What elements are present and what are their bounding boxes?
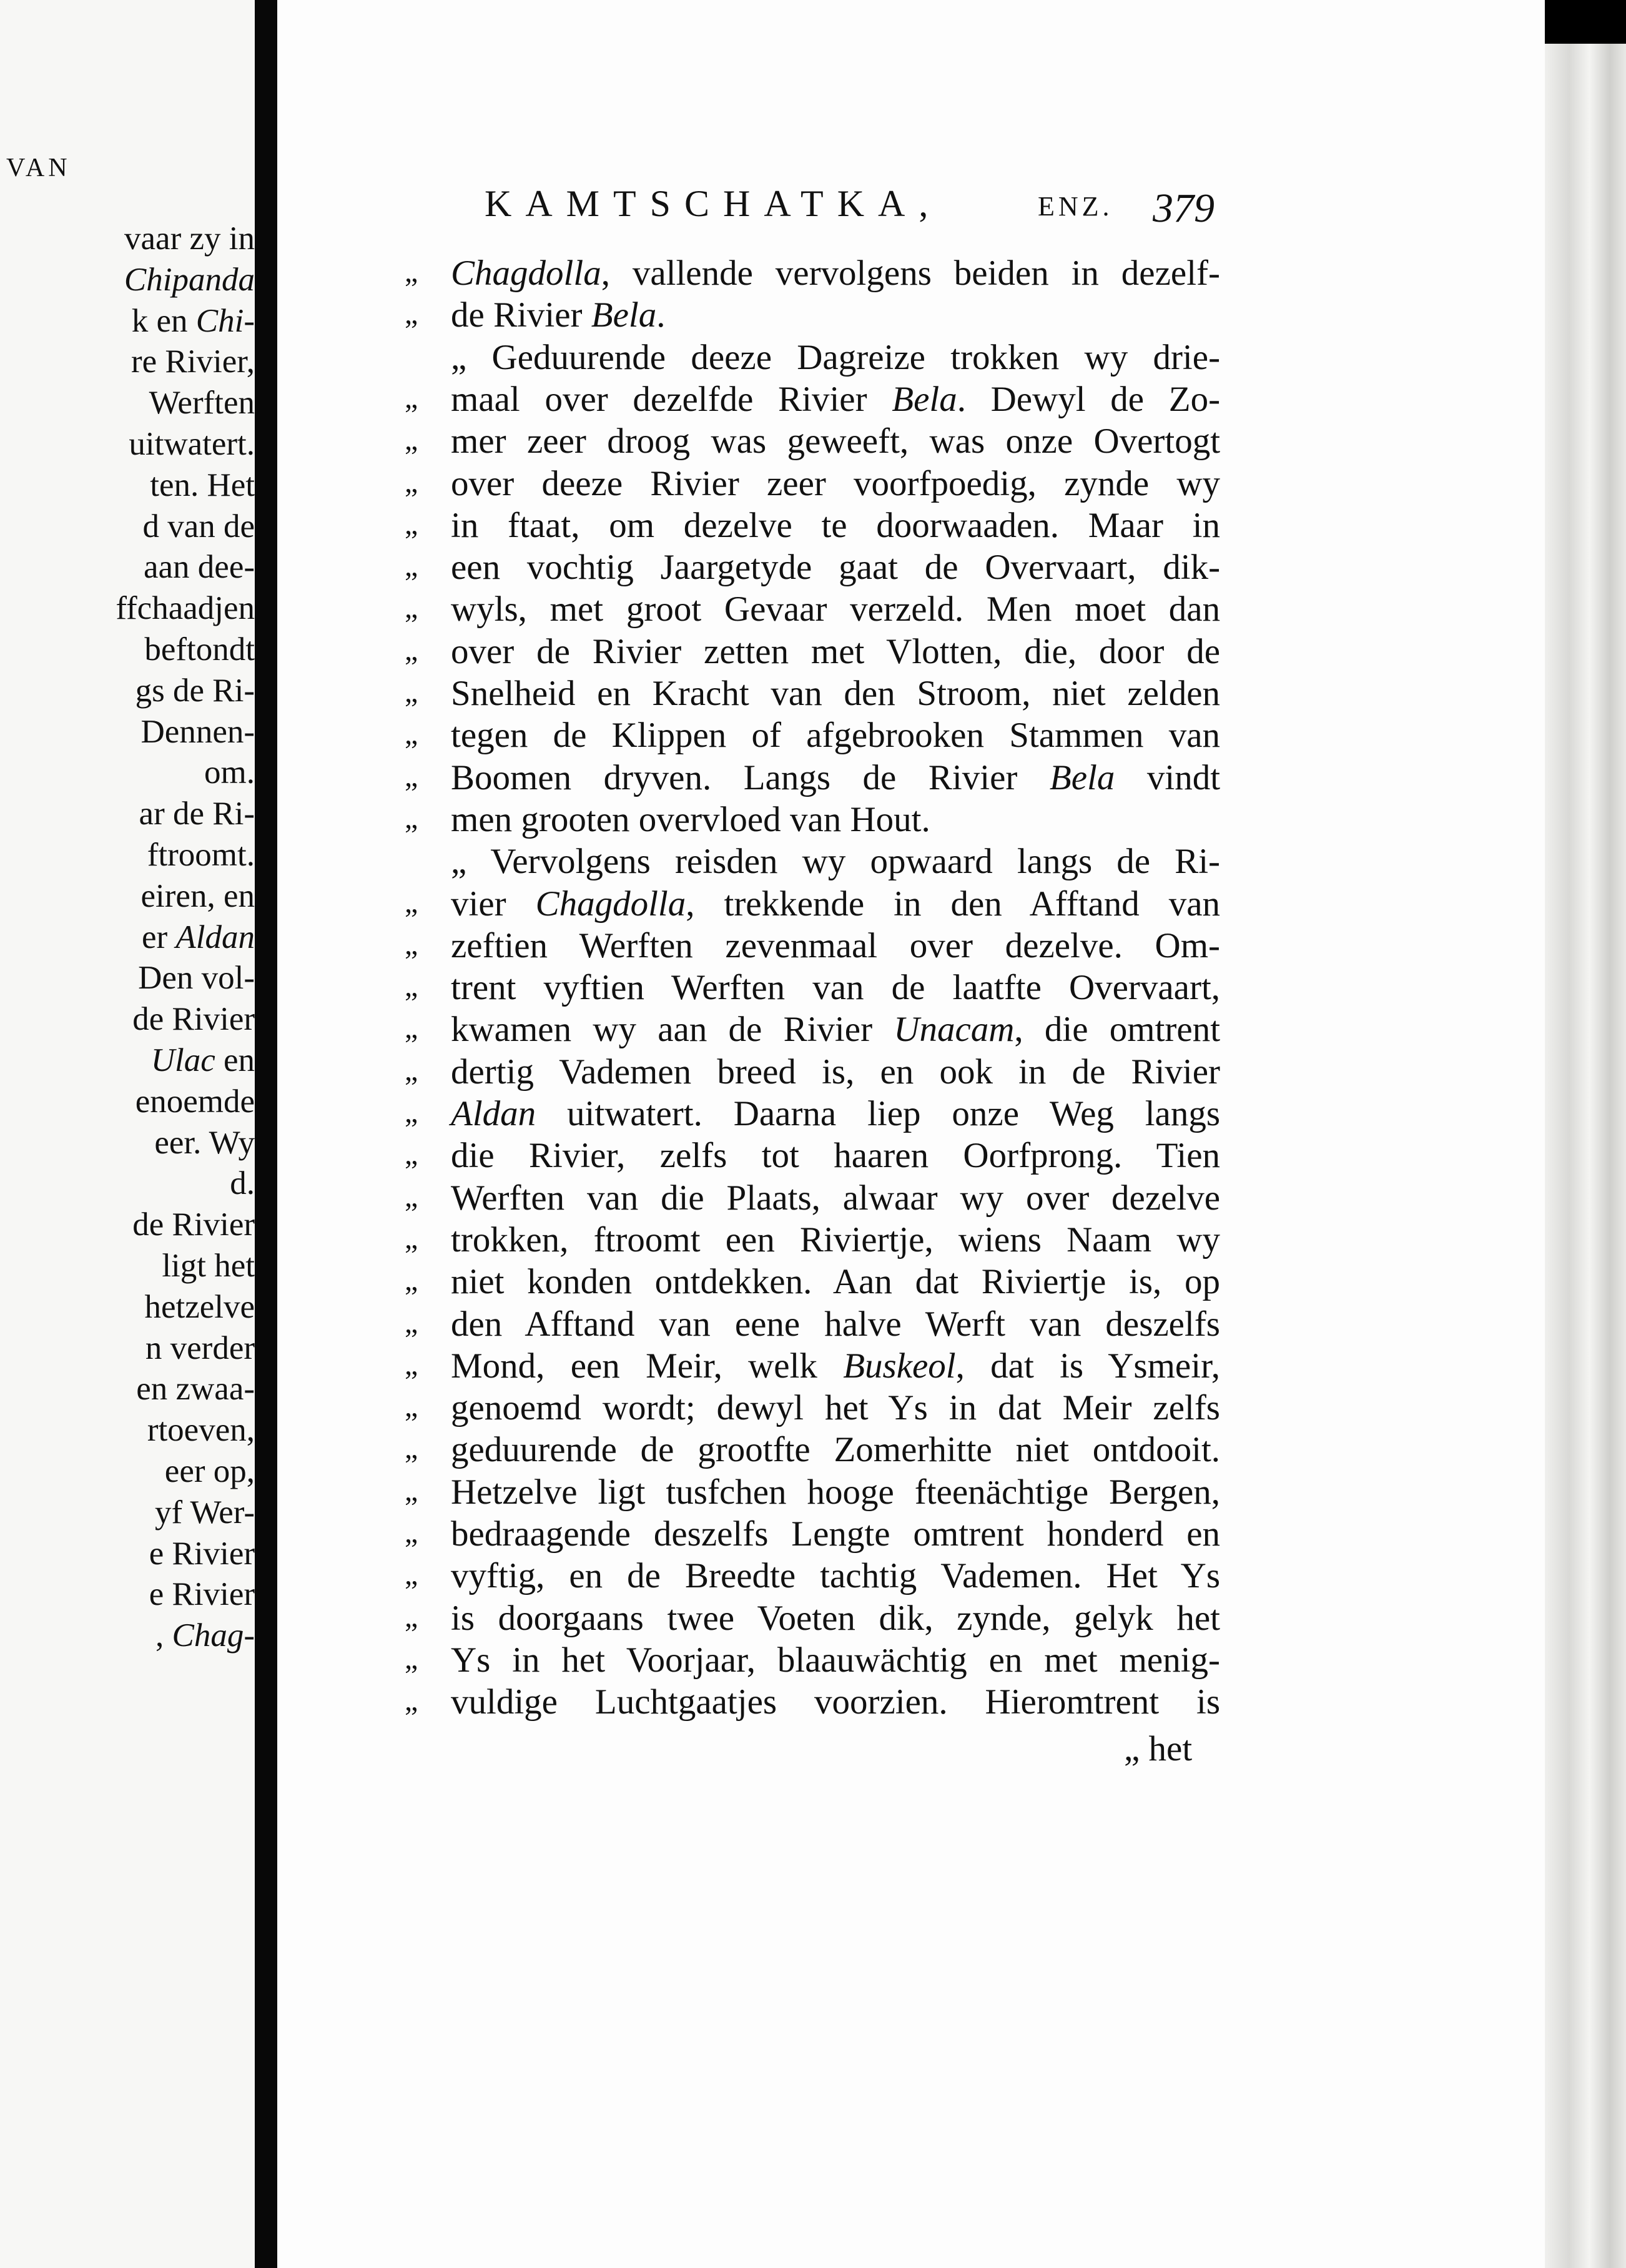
body-text-line: niet konden ontdekken. Aan dat Riviertje is, op <box>451 1262 1220 1302</box>
left-text-line: , Chag- <box>155 1617 255 1654</box>
body-text-line: vyftig, en de Breedte tachtig Vademen. Het Ys <box>451 1556 1221 1596</box>
body-text-line: die Rivier, zelfs tot haaren Oorfprong. Tien <box>451 1136 1221 1176</box>
left-text-line: hetzelve <box>144 1288 255 1325</box>
quote-mark: „ <box>405 717 418 751</box>
quote-mark: „ <box>405 1138 418 1171</box>
quote-mark: „ <box>405 1516 418 1549</box>
left-text-line: gs de Ri- <box>135 672 255 709</box>
left-text-line: Werften <box>149 385 255 422</box>
body-text-line: Werften van die Plaats, alwaar wy over dezelve <box>451 1178 1221 1218</box>
left-text-line: rtoeven, <box>147 1412 255 1449</box>
left-text-line: uitwatert. <box>129 426 255 462</box>
left-text-line: Ulac en <box>150 1042 255 1078</box>
left-text-line: vaar zy in <box>124 220 255 257</box>
body-text-line: vuldige Luchtgaatjes voorzien. Hieromtrent is <box>451 1682 1221 1722</box>
body-text-line: Snelheid en Kracht van den Stroom, niet zelden <box>451 674 1221 713</box>
quote-mark: „ <box>405 1221 418 1255</box>
quote-mark: „ <box>405 633 418 667</box>
left-text-line: d. <box>230 1165 255 1202</box>
body-text-line: in ftaat, om dezelve te doorwaaden. Maar in <box>451 505 1220 545</box>
running-head: KAMTSCHATKA, <box>485 183 942 224</box>
left-text-line: ten. Het <box>150 466 255 503</box>
body-text-line: wyls, met groot Gevaar verzeld. Men moet dan <box>451 589 1221 629</box>
quote-mark: „ <box>405 1306 418 1339</box>
left-text-line: ffchaadjen <box>116 590 255 627</box>
left-text-line: d van de <box>142 508 255 545</box>
left-text-line: Dennen- <box>140 713 255 750</box>
left-text-line: eer. Wy <box>154 1124 255 1161</box>
quote-mark: „ <box>405 676 418 709</box>
quote-mark: „ <box>405 1642 418 1675</box>
quote-mark: „ <box>405 1600 418 1634</box>
quote-mark: „ <box>405 591 418 625</box>
left-text-line: en zwaa- <box>136 1371 255 1408</box>
left-text-line: er Aldan <box>141 919 255 955</box>
quote-mark: „ <box>405 255 418 288</box>
left-text-line: n verder <box>145 1329 255 1366</box>
body-text-line: Hetzelve ligt tusfchen hooge fteenächtige Bergen, <box>451 1472 1220 1512</box>
body-text-line: over deeze Rivier zeer voorfpoedig, zynde wy <box>451 463 1221 503</box>
body-text-line: vier Chagdolla, trekkende in den Afftand van <box>451 884 1221 924</box>
body-text-line: kwamen wy aan de Rivier Unacam, die omtrent <box>451 1010 1221 1050</box>
body-text-line: Boomen dryven. Langs de Rivier Bela vindt <box>451 757 1221 797</box>
body-text-line: genoemd wordt; dewyl het Ys in dat Meir zelfs <box>451 1388 1220 1428</box>
quote-mark: „ <box>405 1684 418 1718</box>
body-text-line: den Afftand van eene halve Werft van deszelfs <box>451 1304 1220 1344</box>
quote-mark: „ <box>405 1180 418 1213</box>
body-text-line: trokken, ftroomt een Riviertje, wiens Naam wy <box>451 1220 1221 1260</box>
quote-mark: „ <box>405 1264 418 1298</box>
body-text-line: Ys in het Voorjaar, blaauwächtig en met menig- <box>451 1640 1221 1680</box>
left-text-line: e Rivier <box>149 1535 255 1572</box>
quote-mark: „ <box>405 885 418 919</box>
left-text-line: yf Wer- <box>155 1494 255 1531</box>
body-text-line: over de Rivier zetten met Vlotten, die, door de <box>451 631 1221 671</box>
left-text-line: eiren, en <box>140 877 255 914</box>
quote-mark: „ <box>405 970 418 1003</box>
body-text-line: zeftien Werften zevenmaal over dezelve. Om- <box>451 925 1221 965</box>
body-text-line: maal over dezelfde Rivier Bela. Dewyl de Zo- <box>451 379 1221 419</box>
quote-mark: „ <box>405 1474 418 1507</box>
left-text-line: om. <box>204 754 255 791</box>
body-text-line: „ Vervolgens reisden wy opwaard langs de Ri- <box>451 842 1221 882</box>
body-text-line: trent vyftien Werften van de laatfte Overvaart, <box>451 968 1221 1008</box>
body-text-line: de Rivier Bela. <box>451 295 666 335</box>
body-text-line: tegen de Klippen of afgebrooken Stammen van <box>451 716 1220 756</box>
catchword: „ het <box>1124 1729 1193 1768</box>
quote-mark: „ <box>405 801 418 835</box>
quote-mark: „ <box>405 381 418 415</box>
left-text-line: k en Chi- <box>131 302 255 339</box>
left-text-line: de Rivier <box>132 1001 255 1038</box>
body-text-line: is doorgaans twee Voeten dik, zynde, gelyk het <box>451 1598 1220 1638</box>
page-number: 379 <box>1153 185 1215 231</box>
body-text-line: Chagdolla, vallende vervolgens beiden in dezelf- <box>451 254 1220 293</box>
quote-mark: „ <box>405 1558 418 1592</box>
quote-mark: „ <box>405 423 418 457</box>
left-text-line: re Rivier, <box>131 343 255 380</box>
body-text-line: Aldan uitwatert. Daarna liep onze Weg langs <box>451 1094 1221 1133</box>
body-text-line: mer zeer droog was geweeft, was onze Overtogt <box>451 422 1221 461</box>
body-text-line: dertig Vademen breed is, en ook in de Rivier <box>451 1052 1220 1092</box>
left-text-line: de Rivier <box>132 1206 255 1243</box>
left-text-line: beftondt <box>144 631 255 668</box>
left-text-line: Chipanda <box>124 261 255 298</box>
body-text-line: „ Geduurende deeze Dagreize trokken wy drie- <box>451 337 1221 377</box>
running-head-suffix: ENZ. <box>1038 191 1113 222</box>
left-page-fragment <box>0 0 255 2268</box>
quote-mark: „ <box>405 1390 418 1424</box>
body-text-line: men grooten overvloed van Hout. <box>451 799 930 839</box>
quote-mark: „ <box>405 1053 418 1087</box>
left-text-line: Den vol- <box>138 960 255 997</box>
quote-mark: „ <box>405 1348 418 1381</box>
body-text-line: Mond, een Meir, welk Buskeol, dat is Ysmeir, <box>451 1346 1221 1386</box>
body-text-line: geduurende de grootfte Zomerhitte niet ontdooit. <box>451 1430 1221 1470</box>
page-edges <box>1545 44 1626 2268</box>
book-gutter <box>255 0 277 2268</box>
left-text-line: e Rivier <box>149 1576 255 1613</box>
quote-mark: „ <box>405 1432 418 1466</box>
body-text-line: een vochtig Jaargetyde gaat de Overvaart, dik- <box>451 548 1221 588</box>
quote-mark: „ <box>405 507 418 541</box>
left-text-line: ligt het <box>162 1248 255 1284</box>
left-text-line: ar de Ri- <box>139 796 255 832</box>
left-text-line: enoemde <box>135 1083 255 1120</box>
quote-mark: „ <box>405 1012 418 1045</box>
quote-mark: „ <box>405 550 418 583</box>
quote-mark: „ <box>405 297 418 331</box>
left-running-head: VAN <box>6 154 71 182</box>
quote-mark: „ <box>405 759 418 793</box>
quote-mark: „ <box>405 465 418 499</box>
left-text-line: aan dee- <box>143 549 255 586</box>
quote-mark: „ <box>405 927 418 961</box>
left-text-line: ftroomt. <box>147 837 255 873</box>
quote-mark: „ <box>405 1096 418 1129</box>
left-text-line: eer op, <box>164 1453 255 1489</box>
body-text-line: bedraagende deszelfs Lengte omtrent honderd en <box>451 1514 1221 1554</box>
